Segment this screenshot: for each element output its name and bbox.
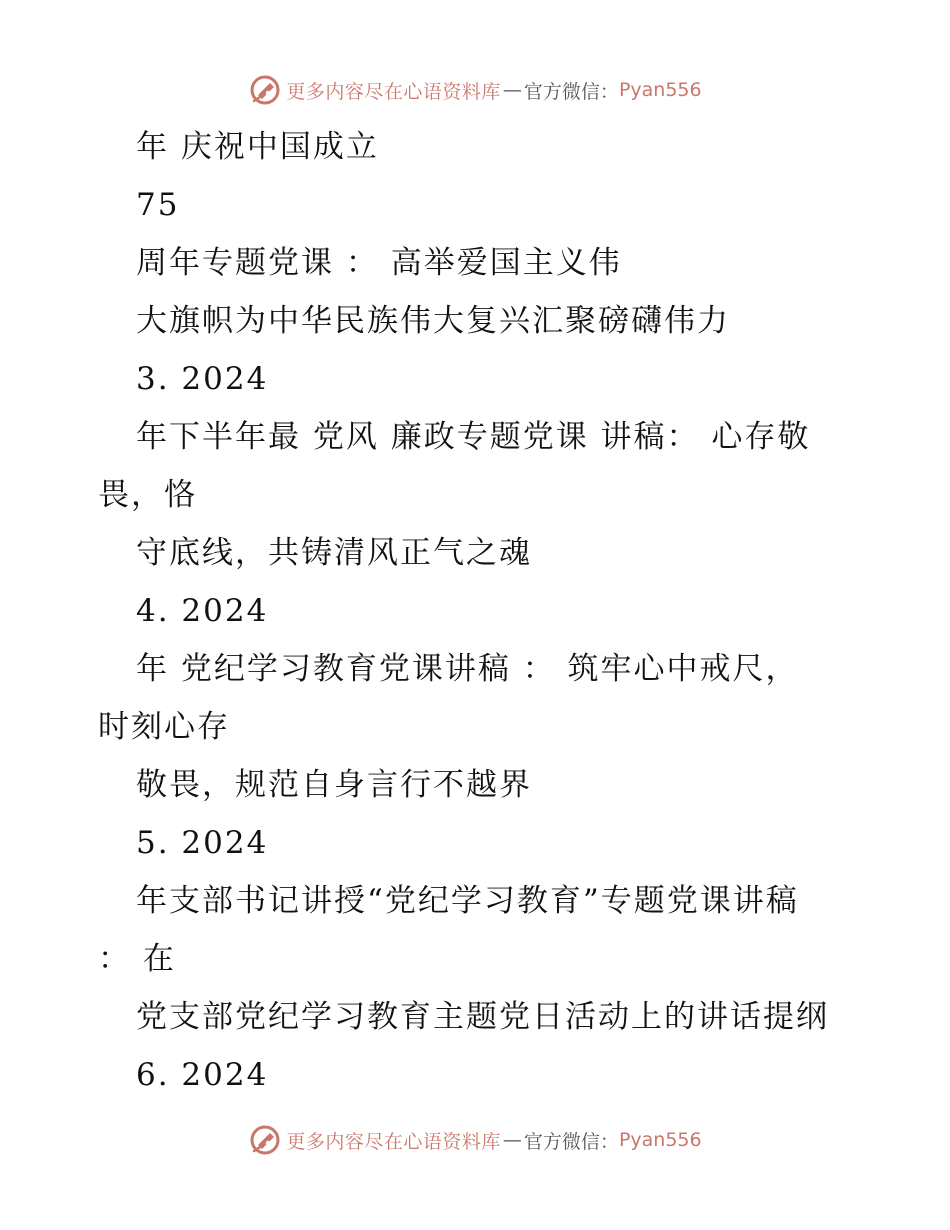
text-line: 年 庆祝中国成立	[136, 129, 379, 165]
logo-icon	[248, 73, 282, 107]
text-line: 年 党纪学习教育党课讲稿 ： 筑牢心中戒尺，	[136, 651, 799, 687]
banner-wechat-label: 官方微信：	[523, 80, 619, 103]
text-line: 周年专题党课 ： 高举爱国主义伟	[136, 245, 622, 281]
text-line: 4. 2024	[136, 593, 269, 629]
banner-separator: —	[502, 79, 522, 101]
logo-icon	[248, 1123, 282, 1157]
text-line: 畏，恪	[98, 477, 197, 513]
banner-separator: —	[502, 1129, 522, 1151]
text-line: 敬畏，规范自身言行不越界	[136, 767, 532, 803]
text-line: 6. 2024	[136, 1057, 269, 1093]
text-line: 守底线，共铸清风正气之魂	[136, 535, 532, 571]
header-banner	[0, 70, 950, 110]
text-line: 党支部党纪学习教育主题党日活动上的讲话提纲	[136, 999, 829, 1035]
text-line: 年支部书记讲授“党纪学习教育”专题党课讲稿	[136, 883, 799, 919]
banner-wechat-label: 官方微信：	[523, 1130, 619, 1153]
text-line: ： 在	[98, 941, 176, 977]
text-line: 大旗帜为中华民族伟大复兴汇聚磅礴伟力	[136, 303, 730, 339]
text-line: 75	[136, 187, 180, 223]
banner-site-text: 更多内容尽在心语资料库	[286, 80, 501, 103]
banner-wechat-id: Pyan556	[618, 79, 702, 101]
text-line: 3. 2024	[136, 361, 269, 397]
footer-banner	[0, 1120, 950, 1160]
text-line: 年下半年最 党风 廉政专题党课 讲稿： 心存敬	[136, 419, 811, 455]
text-line: 5. 2024	[136, 825, 269, 861]
banner-site-text: 更多内容尽在心语资料库	[286, 1130, 501, 1153]
banner-wechat-id: Pyan556	[618, 1129, 702, 1151]
text-line: 时刻心存	[98, 709, 230, 745]
